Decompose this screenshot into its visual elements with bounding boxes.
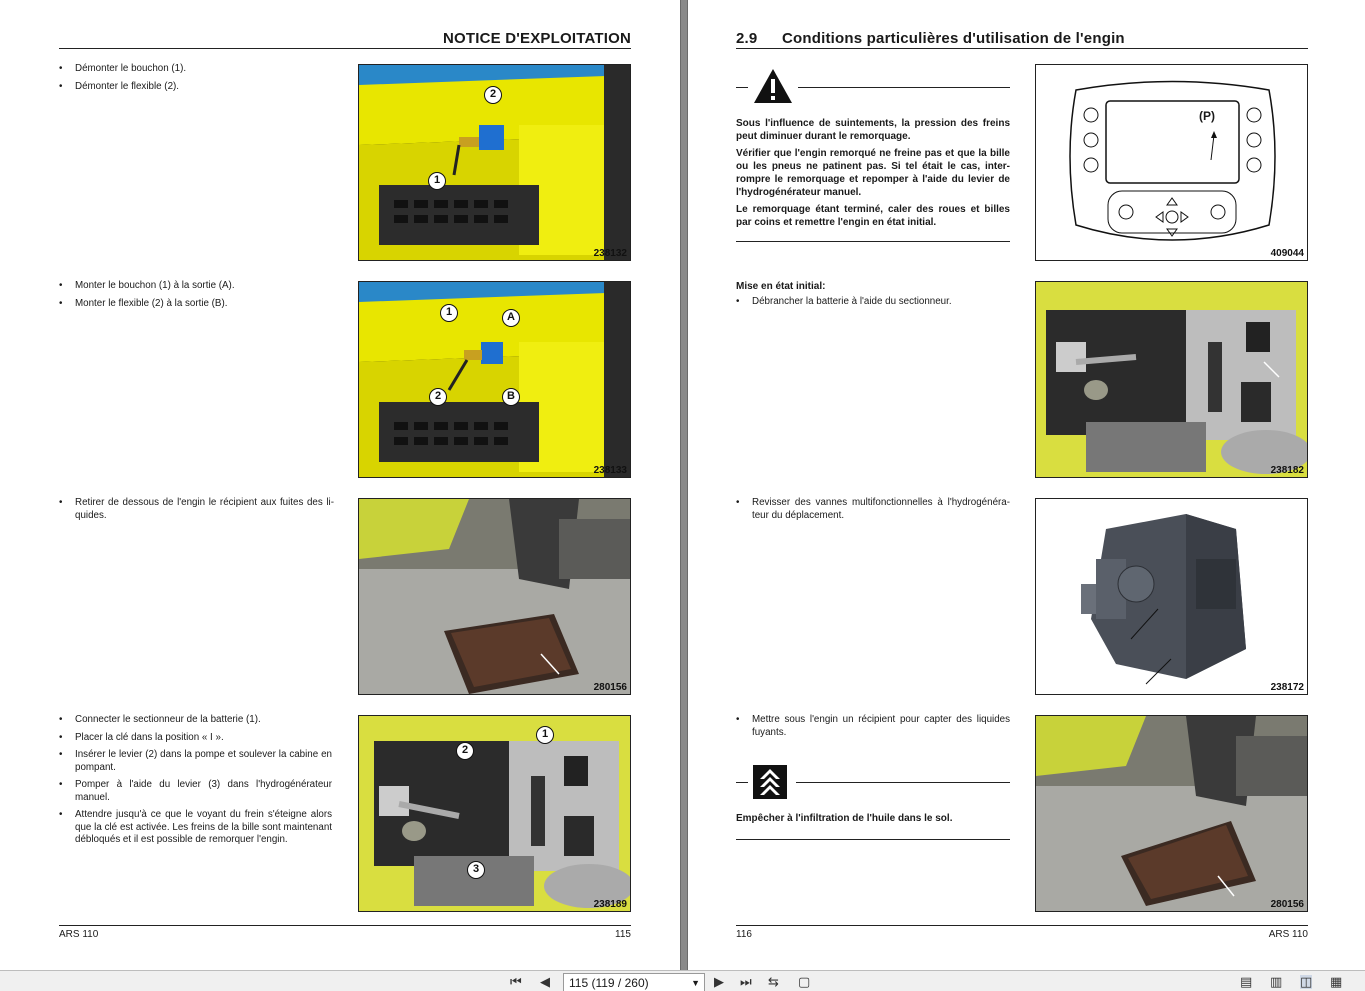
env-rule-right xyxy=(796,782,1010,783)
warning-text xyxy=(736,117,1010,233)
figure-number: 238189 xyxy=(593,899,627,910)
list-item: • Mettre sous l'engin un récipient pour capter des liquides fuyants. xyxy=(736,714,1010,739)
figure-number: 280156 xyxy=(593,682,627,693)
go-back-icon[interactable]: ⇆ xyxy=(768,974,779,989)
warning-paragraph: Sous l'influence de suintements, la pression des freins peut diminuer durant le remorquage. xyxy=(736,118,1010,142)
bullet-list-towing-prep xyxy=(59,714,332,852)
list-item: • Attendre jusqu'à ce que le voyant du frein s'éteigne alors que la clé est activée. Les freins de la bille sont maintenant débloqués et il est possible de remorquer l'engin. xyxy=(59,809,332,847)
header-rule xyxy=(59,48,631,49)
page-number-value: 115 (119 / 260) xyxy=(569,976,649,990)
right-page xyxy=(688,0,1365,970)
figure-number: 238172 xyxy=(1270,682,1304,693)
list-item: • Placer la clé dans la position « I ». xyxy=(59,732,332,745)
battery-disconnect-photo xyxy=(1036,282,1308,478)
header-rule xyxy=(736,48,1308,49)
footer-model: ARS 110 xyxy=(59,929,99,940)
figure-238132 xyxy=(358,64,631,261)
list-item: • Démonter le bouchon (1). xyxy=(59,63,334,76)
list-item: • Insérer le levier (2) dans la pompe et soulever la cabine en pompant. xyxy=(59,749,332,774)
list-item: • Débrancher la batterie à l'aide du sectionneur. xyxy=(736,296,1010,309)
environment-note-text: Empêcher à l'infiltration de l'huile dans le sol. xyxy=(736,813,953,824)
viewer-toolbar xyxy=(0,970,1365,991)
page-number-field[interactable] xyxy=(563,973,705,991)
bullet-list-mount xyxy=(59,280,334,315)
footer-page-number: 116 xyxy=(736,929,752,940)
dashboard-display-illustration xyxy=(1036,65,1308,261)
callout-3: 3 xyxy=(467,861,485,879)
first-page-icon[interactable]: ⏮ xyxy=(510,974,522,989)
callout-1: 1 xyxy=(440,304,458,322)
list-item: • Revisser des vannes multifonctionnelles à l'hydrogénéra-teur du déplacement. xyxy=(736,497,1010,522)
previous-page-icon[interactable]: ◀ xyxy=(540,974,550,989)
warning-rule-right xyxy=(798,87,1010,88)
figure-number: 409044 xyxy=(1270,248,1304,259)
list-item: • Pomper à l'aide du levier (3) dans l'hydrogénérateur manuel. xyxy=(59,779,332,804)
page-header-title: NOTICE D'EXPLOITATION xyxy=(442,30,631,47)
left-page xyxy=(0,0,680,970)
single-page-view-icon[interactable]: ▤ xyxy=(1240,974,1253,989)
list-item: • Retirer de dessous de l'engin le récipient aux fuites des li-quides. xyxy=(59,497,334,522)
bullet-list-remove xyxy=(59,63,334,98)
leak-tray-photo xyxy=(359,499,631,695)
bullet-list-remove-container xyxy=(59,497,334,527)
next-page-icon[interactable]: ▶ xyxy=(714,974,724,989)
section-title: Conditions particulières d'utilisation de l'engin xyxy=(782,30,1125,47)
machine-hydraulic-illustration xyxy=(359,282,631,478)
figure-number: 238133 xyxy=(593,465,627,476)
footer-page-number: 115 xyxy=(615,929,631,940)
warning-triangle-icon xyxy=(753,68,793,109)
callout-1: 1 xyxy=(536,726,554,744)
figure-280156 xyxy=(358,498,631,695)
environment-protection-icon xyxy=(753,765,787,799)
hydraulic-pump-illustration xyxy=(1036,499,1308,695)
figure-238133 xyxy=(358,281,631,478)
figure-238189 xyxy=(358,715,631,912)
list-item: • Démonter le flexible (2). xyxy=(59,81,334,94)
callout-2: 2 xyxy=(484,86,502,104)
two-page-view-icon[interactable]: ◫ xyxy=(1300,974,1313,989)
page-gutter xyxy=(680,0,688,970)
env-rule-left xyxy=(736,782,748,783)
footer-rule xyxy=(59,925,631,926)
figure-number: 280156 xyxy=(1270,899,1304,910)
initial-state-heading: Mise en état initial: xyxy=(736,281,826,292)
footer-model: ARS 110 xyxy=(1268,929,1308,940)
last-page-icon[interactable]: ⏭ xyxy=(740,974,752,989)
parking-brake-symbol: (P) xyxy=(1199,109,1215,123)
two-page-continuous-view-icon[interactable]: ▦ xyxy=(1330,974,1343,989)
footer-rule xyxy=(736,925,1308,926)
list-item: • Monter le flexible (2) à la sortie (B). xyxy=(59,298,334,311)
figure-280156 xyxy=(1035,715,1308,912)
env-rule-bottom xyxy=(736,839,1010,840)
go-forward-icon[interactable]: ▢ xyxy=(798,974,811,989)
figure-238172 xyxy=(1035,498,1308,695)
battery-compartment-photo xyxy=(359,716,631,912)
warning-rule-left xyxy=(736,87,748,88)
callout-2: 2 xyxy=(456,742,474,760)
callout-2: 2 xyxy=(429,388,447,406)
callout-a: A xyxy=(502,309,520,327)
figure-238182 xyxy=(1035,281,1308,478)
bullet-list-valves xyxy=(736,497,1010,527)
list-item: • Monter le bouchon (1) à la sortie (A). xyxy=(59,280,334,293)
bullet-list-initial-state xyxy=(736,296,1010,314)
callout-b: B xyxy=(502,388,520,406)
figure-number: 238182 xyxy=(1270,465,1304,476)
leak-tray-photo xyxy=(1036,716,1308,912)
section-number: 2.9 xyxy=(736,30,758,47)
bullet-list-container xyxy=(736,714,1010,744)
figure-number: 238132 xyxy=(593,248,627,259)
callout-1: 1 xyxy=(428,172,446,190)
figure-409044 xyxy=(1035,64,1308,261)
continuous-view-icon[interactable]: ▥ xyxy=(1270,974,1283,989)
warning-paragraph: Vérifier que l'engin remorqué ne freine pas et que la bille ou les pneus ne patinent pas. Si tel était le cas, inter-rompre le remorquage et repomper à l'aide du levier de l'hydrogénérateur manuel. xyxy=(736,148,1010,198)
list-item: • Connecter le sectionneur de la batterie (1). xyxy=(59,714,332,727)
warning-rule-bottom xyxy=(736,241,1010,242)
chevron-down-icon[interactable]: ▼ xyxy=(691,978,700,988)
warning-paragraph: Le remorquage étant terminé, caler des roues et billes par coins et remettre l'engin en état initial. xyxy=(736,204,1010,228)
